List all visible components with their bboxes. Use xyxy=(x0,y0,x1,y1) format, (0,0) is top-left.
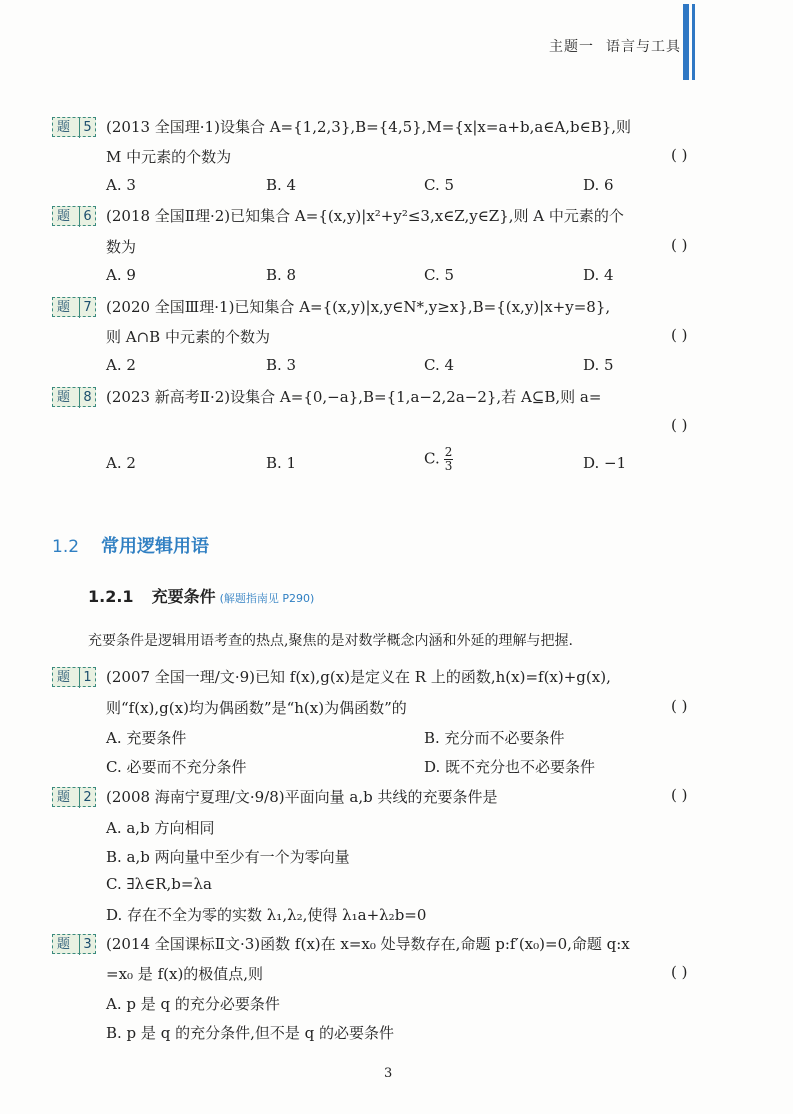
p2-answer-blank: ( ) xyxy=(671,786,688,804)
q5-option-d: D. 6 xyxy=(583,176,614,194)
p1-option-b: B. 充分而不必要条件 xyxy=(424,729,565,747)
section-heading xyxy=(52,532,209,558)
q8-option-a: A. 2 xyxy=(106,454,136,472)
p3-stem-line2: =x₀ 是 f(x)的极值点,则 xyxy=(106,965,264,983)
q7-stem-line2: 则 A∩B 中元素的个数为 xyxy=(106,328,270,346)
p2-option-b: B. a,b 两向量中至少有一个为零向量 xyxy=(106,848,350,866)
p1-option-c: C. 必要而不充分条件 xyxy=(106,758,247,776)
q7-option-d: D. 5 xyxy=(583,356,614,374)
q5-stem-line1: (2013 全国理·1)设集合 A={1,2,3},B={4,5},M={x|x=a+b,a∈A,b∈B},则 xyxy=(106,118,632,136)
p2-stem-line1: (2008 海南宁夏理/文·9/8)平面向量 a,b 共线的充要条件是 xyxy=(106,788,498,806)
question-badge-7: 题 7 xyxy=(52,297,96,317)
header-title: 语言与工具 xyxy=(606,39,681,55)
p1-stem-line2: 则“f(x),g(x)均为偶函数”是“h(x)为偶函数”的 xyxy=(106,699,407,717)
q6-option-b: B. 8 xyxy=(266,266,297,284)
q7-option-b: B. 3 xyxy=(266,356,297,374)
p2-option-a: A. a,b 方向相同 xyxy=(106,819,215,837)
q7-option-a: A. 2 xyxy=(106,356,136,374)
q6-option-a: A. 9 xyxy=(106,266,136,284)
q7-answer-blank: ( ) xyxy=(671,326,688,344)
q8-option-c-label: C. xyxy=(424,449,440,468)
q8-answer-blank: ( ) xyxy=(671,416,688,434)
p2-option-d: D. 存在不全为零的实数 λ₁,λ₂,使得 λ₁a+λ₂b=0 xyxy=(106,906,427,924)
section-number: 1.2 xyxy=(52,537,80,557)
q8-option-c-fraction: $\frac{2}{3}$ xyxy=(444,445,453,473)
p1-option-d: D. 既不充分也不必要条件 xyxy=(424,758,596,776)
q5-answer-blank: ( ) xyxy=(671,146,688,164)
page-number: 3 xyxy=(384,1066,393,1081)
q5-option-c: C. 5 xyxy=(424,176,455,194)
question-badge-6: 题 6 xyxy=(52,206,96,226)
q6-option-c: C. 5 xyxy=(424,266,455,284)
question-badge-2: 题 2 xyxy=(52,787,96,807)
q6-stem-line1: (2018 全国Ⅱ理·2)已知集合 A={(x,y)|x²+y²≤3,x∈Z,y∈Z},则 A 中元素的个 xyxy=(106,207,624,225)
q8-stem-line1: (2023 新高考Ⅱ·2)设集合 A={0,−a},B={1,a−2,2a−2},若 A⊆B,则 a= xyxy=(106,388,602,406)
section-title: 常用逻辑用语 xyxy=(101,536,210,557)
q5-option-b: B. 4 xyxy=(266,176,297,194)
p3-answer-blank: ( ) xyxy=(671,963,688,981)
q6-answer-blank: ( ) xyxy=(671,236,688,254)
question-badge-8: 题 8 xyxy=(52,387,96,407)
intro-paragraph: 充要条件是逻辑用语考查的热点,聚焦的是对数学概念内涵和外延的理解与把握. xyxy=(88,633,573,649)
q7-stem-line1: (2020 全国Ⅲ理·1)已知集合 A={(x,y)|x,y∈N*,y≥x},B={(x,y)|x+y=8}, xyxy=(106,298,611,316)
subsection-heading xyxy=(88,584,314,607)
p3-option-a: A. p 是 q 的充分必要条件 xyxy=(106,995,280,1013)
subsection-title: 充要条件 xyxy=(151,587,216,606)
q8-option-b: B. 1 xyxy=(266,454,297,472)
q8-option-c xyxy=(424,446,453,473)
header-accent-bar-thin xyxy=(692,4,695,80)
q8-option-d: D. −1 xyxy=(583,454,627,472)
q7-option-c: C. 4 xyxy=(424,356,455,374)
p3-option-b: B. p 是 q 的充分条件,但不是 q 的必要条件 xyxy=(106,1024,394,1042)
q6-option-d: D. 4 xyxy=(583,266,614,284)
header-section: 主题一 xyxy=(549,39,594,55)
question-badge-3: 题 3 xyxy=(52,934,96,954)
p1-answer-blank: ( ) xyxy=(671,697,688,715)
question-badge-5: 题 5 xyxy=(52,117,96,137)
p1-stem-line1: (2007 全国一理/文·9)已知 f(x),g(x)是定义在 R 上的函数,h(x)=f(x)+g(x), xyxy=(106,668,611,686)
q6-stem-line2: 数为 xyxy=(106,238,137,256)
subsection-number: 1.2.1 xyxy=(88,587,134,606)
q5-option-a: A. 3 xyxy=(106,176,136,194)
p1-option-a: A. 充要条件 xyxy=(106,729,187,747)
solution-guide-note: (解题指南见 P290) xyxy=(219,592,315,605)
running-header xyxy=(549,36,681,56)
p2-option-c: C. ∃λ∈R,b=λa xyxy=(106,875,212,893)
q5-stem-line2: M 中元素的个数为 xyxy=(106,148,232,166)
question-badge-1: 题 1 xyxy=(52,667,96,687)
p3-stem-line1: (2014 全国课标Ⅱ文·3)函数 f(x)在 x=x₀ 处导数存在,命题 p:f′(x₀)=0,命题 q:x xyxy=(106,935,630,953)
header-accent-bar xyxy=(683,4,689,80)
